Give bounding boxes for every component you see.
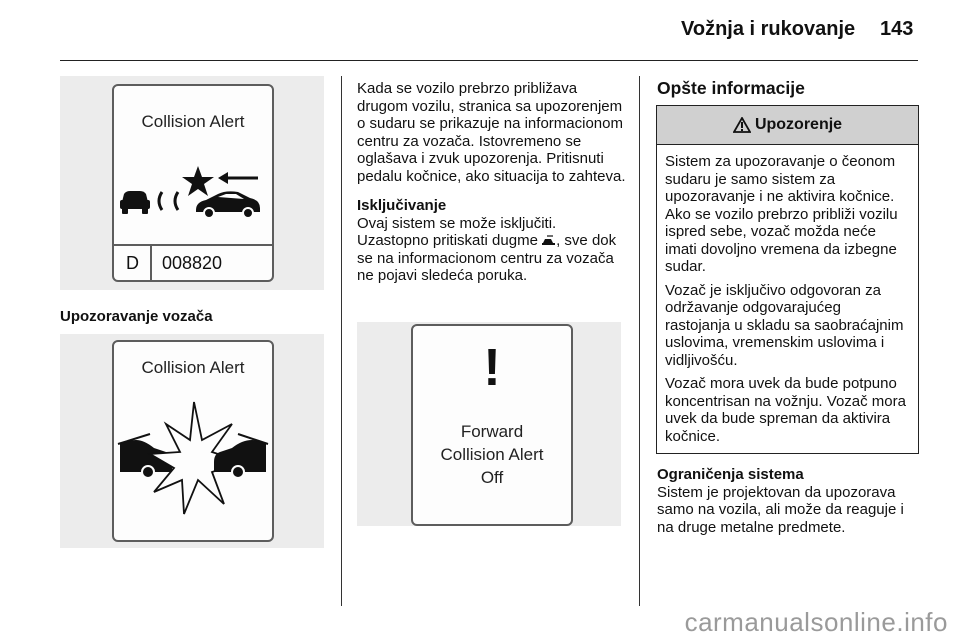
figure-fca-off-display bbox=[357, 322, 621, 526]
figure-caption: Upozoravanje vozača bbox=[60, 308, 213, 325]
gear-indicator: D bbox=[126, 253, 139, 273]
display-screen-3 bbox=[411, 324, 573, 526]
section-title: Opšte informacije bbox=[657, 78, 805, 98]
display-title: Collision Alert bbox=[141, 112, 245, 131]
fca-message-line1: Forward bbox=[460, 422, 524, 441]
display-divider bbox=[114, 244, 272, 246]
switch-off-text-before: Ovaj sistem se može isključiti. Uzastopno pritiskati dugme bbox=[357, 214, 557, 249]
fca-message-line3: Off bbox=[480, 468, 504, 487]
fca-message-line2: Collision Alert bbox=[440, 445, 544, 464]
switch-off-heading: Isključivanje bbox=[357, 197, 447, 214]
display-screen-2 bbox=[112, 340, 274, 542]
watermark: carmanualsonline.info bbox=[684, 607, 948, 637]
limits-text: Sistem je projektovan da upozorava samo na vozila, ali može da reaguje i na druge metalne predmete. bbox=[657, 483, 904, 536]
display-title-2: Collision Alert bbox=[141, 358, 245, 377]
limits-heading: Ograničenja sistema bbox=[657, 466, 804, 483]
header-rule bbox=[60, 60, 918, 61]
display-screen bbox=[112, 84, 274, 282]
page-number: 143 bbox=[880, 18, 914, 40]
arrow-left-icon bbox=[218, 172, 258, 184]
warning-label: Upozorenje bbox=[754, 116, 843, 133]
exclamation-icon: ! bbox=[483, 339, 501, 397]
impact-illustration bbox=[114, 400, 272, 520]
warning-triangle-icon bbox=[733, 117, 751, 133]
warning-body bbox=[657, 145, 918, 453]
warning-paragraph-1: Sistem za upozoravanje o čeonom sudaru je samo sistem za upozoravanje i ne aktivira kočnice. Ako se vozilo prebrzo približi vozilu ispred sebe, vozač možda neće imati dovoljno vremena da izbegne sudar. bbox=[665, 153, 898, 275]
car-right-icon bbox=[214, 434, 268, 478]
sound-wave-icon-2 bbox=[175, 192, 178, 210]
star-impact-icon bbox=[182, 166, 214, 196]
car-side-icon bbox=[196, 191, 260, 218]
warning-header bbox=[657, 106, 918, 145]
switch-off-paragraph bbox=[357, 215, 629, 285]
sound-wave-icon bbox=[159, 192, 162, 210]
intro-paragraph: Kada se vozilo prebrzo približava drugom vozilu, stranica sa upozorenjem o sudaru se prikazuje na informacionom centru za vozača. Istovremeno se oglašava i zvuk upozorenja. Pritisnuti pedalu kočnice, ako situacija to zahteva. bbox=[357, 80, 626, 185]
running-header-title: Vožnja i rukovanje bbox=[681, 18, 856, 40]
middle-column bbox=[357, 80, 629, 285]
column-divider-right bbox=[639, 76, 640, 606]
switch-off-text-after: , sve dok se na informacionom centru za vozača ne pojavi sledeća poruka. bbox=[357, 232, 617, 284]
figure-collision-alert-display bbox=[60, 76, 324, 290]
odometer-value: 008820 bbox=[162, 253, 223, 273]
collision-alert-button-icon bbox=[542, 233, 556, 244]
warning-paragraph-2: Vozač je isključivo odgovoran za održavanje odgovarajućeg rastojanja u skladu sa saobraćajnim uslovima, vremenskim uslovima i vidljivošću. bbox=[665, 281, 904, 369]
warning-box bbox=[656, 105, 919, 454]
car-front-icon bbox=[120, 191, 150, 214]
figure-collision-alert-impact bbox=[60, 334, 324, 548]
column-divider-left bbox=[341, 76, 342, 606]
display-divider-vertical bbox=[150, 245, 152, 280]
display-icons bbox=[114, 164, 272, 224]
warning-paragraph-3: Vozač mora uvek da bude potpuno koncentrisan na vožnju. Vozač mora uvek da bude spreman da aktivira kočnice. bbox=[665, 375, 906, 445]
limits-section bbox=[657, 466, 923, 536]
